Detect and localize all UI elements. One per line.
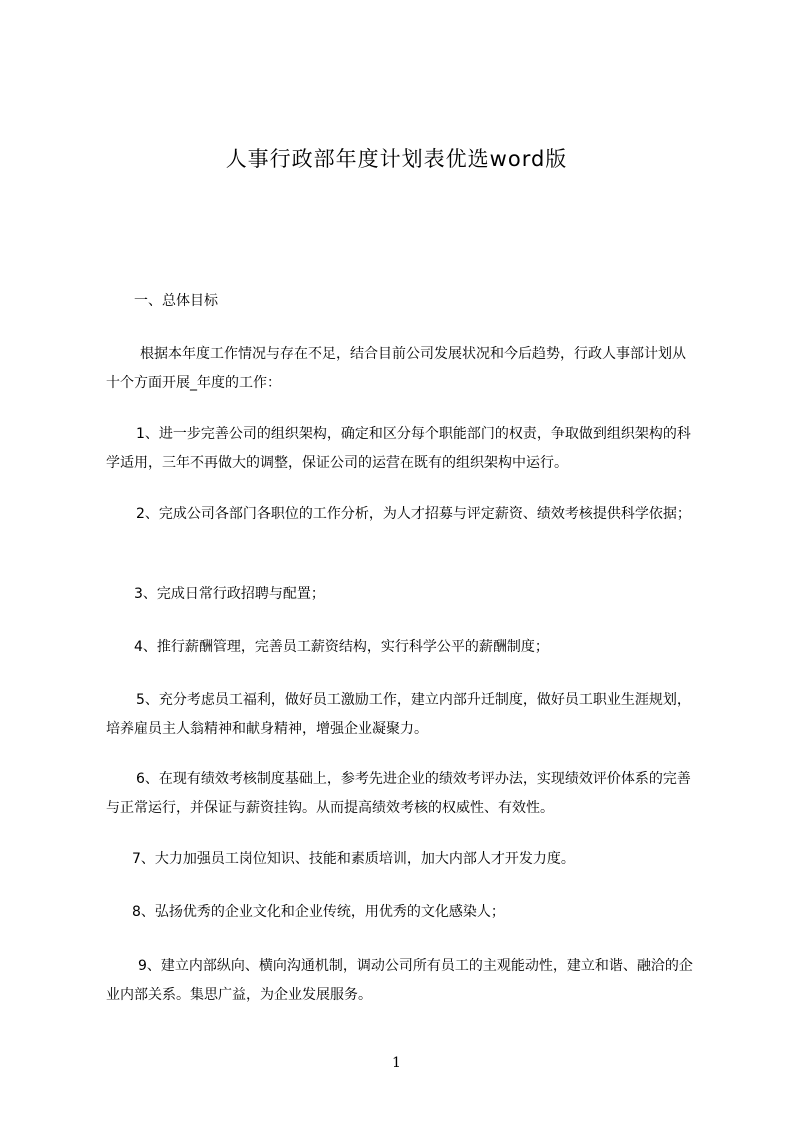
- plan-item-1: 1、进一步完善公司的组织架构，确定和区分每个职能部门的权责，争取做到组织架构的科学适用，三年不再做大的调整，保证公司的运营在既有的组织架构中运行。: [106, 426, 691, 471]
- section-heading: 一、总体目标: [134, 293, 218, 309]
- document-title: 人事行政部年度计划表优选word版: [225, 147, 568, 171]
- plan-item-4: 4、推行薪酬管理，完善员工薪资结构，实行科学公平的薪酬制度；: [134, 639, 549, 655]
- page-number: 1: [392, 1055, 401, 1071]
- plan-item-2: 2、完成公司各部门各职位的工作分析，为人才招募与评定薪资、绩效考核提供科学依据；: [136, 506, 691, 522]
- plan-item-3: 3、完成日常行政招聘与配置；: [134, 586, 325, 602]
- plan-item-7: 7、大力加强员工岗位知识、技能和素质培训，加大内部人才开发力度。: [132, 851, 575, 867]
- plan-item-6: 6、在现有绩效考核制度基础上，参考先进企业的绩效考评办法，实现绩效评价体系的完善与正常运行，并保证与薪资挂钩。从而提高绩效考核的权威性、有效性。: [106, 771, 691, 816]
- plan-item-8: 8、弘扬优秀的企业文化和企业传统，用优秀的文化感染人；: [132, 904, 505, 920]
- intro-paragraph: 根据本年度工作情况与存在不足，结合目前公司发展状况和今后趋势，行政人事部计划从十个方面开展_年度的工作：: [106, 346, 686, 391]
- plan-item-9: 9、建立内部纵向、横向沟通机制，调动公司所有员工的主观能动性，建立和谐、融洽的企业内部关系。集思广益，为企业发展服务。: [106, 958, 693, 1003]
- plan-item-5: 5、充分考虑员工福利，做好员工激励工作，建立内部升迁制度，做好员工职业生涯规划，培养雇员主人翁精神和献身精神，增强企业凝聚力。: [106, 692, 691, 737]
